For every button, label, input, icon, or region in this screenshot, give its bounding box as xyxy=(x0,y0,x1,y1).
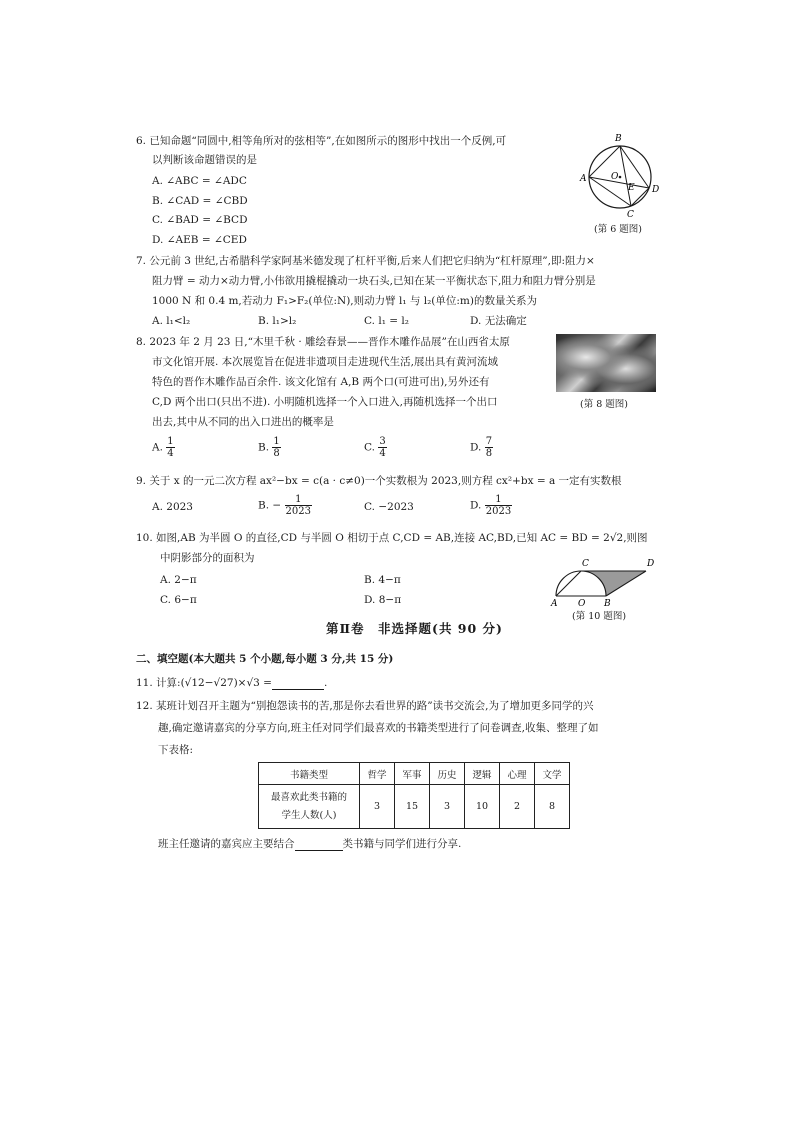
q8-stem-line3: 特色的晋作木雕作品百余件. 该文化馆有 A,B 两个口(可进可出),另外还有 xyxy=(152,376,490,388)
table-category: 文学 xyxy=(535,763,570,785)
q8-figure-caption: (第 8 题图) xyxy=(580,399,628,410)
table-value: 8 xyxy=(535,785,570,829)
q8-stem-line4: C,D 两个出口(只出不进). 小明随机选择一个入口进入,再随机选择一个出口 xyxy=(152,396,498,408)
table-value-row xyxy=(259,785,570,829)
q12-answer-blank xyxy=(295,838,343,851)
q12-answer-line: 班主任邀请的嘉宾应主要结合 类书籍与同学们进行分享. xyxy=(158,838,462,850)
q6-label-d: D xyxy=(652,185,660,195)
q6-label-c: C xyxy=(627,210,634,220)
q8-stem-line2: 市文化馆开展. 本次展览旨在促进非遗项目走进现代生活,展出具有黄河流域 xyxy=(152,356,499,368)
q8-option-d: D. $\frac{7}{8}$ xyxy=(470,436,493,459)
q6-option-b: B. ∠CAD = ∠CBD xyxy=(152,195,248,207)
q9-option-c: C. −2023 xyxy=(364,501,414,513)
table-value: 10 xyxy=(465,785,500,829)
q9-stem: 9. 关于 x 的一元二次方程 ax²−bx = c(a · c≠0)一个实数根为 2023,则方程 cx²+bx = a 一定有实数根 xyxy=(136,475,622,487)
q10-label-o: O xyxy=(578,599,586,608)
q7-option-d: D. 无法确定 xyxy=(470,315,527,327)
q12-stem-line2: 趣,确定邀请嘉宾的分享方向,班主任对同学们最喜欢的书籍类型进行了问卷调查,收集、整理了如 xyxy=(158,722,599,734)
q8-option-a: A. $\frac{1}{4}$ xyxy=(152,436,174,459)
q6-option-c: C. ∠BAD = ∠BCD xyxy=(152,214,248,226)
q8-stem-line5: 出去,其中从不同的出入口进出的概率是 xyxy=(152,416,334,428)
q10-stem-line2: 中阴影部分的面积为 xyxy=(160,552,255,564)
q7-option-b: B. l₁>l₂ xyxy=(258,315,297,327)
q9-option-d: D. $\frac{1}{2023}$ xyxy=(470,494,512,517)
q7-option-c: C. l₁ = l₂ xyxy=(364,315,409,327)
q10-option-b: B. 4−π xyxy=(364,574,401,586)
q6-stem-line2: 以判断该命题错误的是 xyxy=(152,154,257,166)
q6-label-e: E xyxy=(628,183,635,193)
q6-option-a: A. ∠ABC = ∠ADC xyxy=(152,175,247,187)
q12-stem-line3: 下表格: xyxy=(158,744,194,756)
q6-option-d: D. ∠AEB = ∠CED xyxy=(152,234,247,246)
q11-stem: 11. 计算:(√12−√27)×√3 = . xyxy=(136,677,328,689)
q10-stem-line1: 10. 如图,AB 为半圆 O 的直径,CD 与半圆 O 相切于点 C,CD = AB,连接 AC,BD,已知 AC = BD = 2√2,则图 xyxy=(136,532,648,544)
q6-figure-caption: (第 6 题图) xyxy=(594,224,642,235)
q12-stem-line1: 12. 某班计划召开主题为“别抱怨读书的苦,那是你去看世界的路”读书交流会,为了增加更多同学的兴 xyxy=(136,700,594,712)
book-survey-table xyxy=(258,762,570,829)
wood-carving-photo xyxy=(556,334,656,392)
q9-option-a: A. 2023 xyxy=(152,501,193,513)
q10-option-a: A. 2−π xyxy=(160,574,197,586)
table-category: 逻辑 xyxy=(465,763,500,785)
q6-stem-line1: 6. 已知命题“同圆中,相等角所对的弦相等”,在如图所示的图形中找出一个反例,可 xyxy=(136,135,507,147)
section-fill-in-blank: 二、填空题(本大题共 5 个小题,每小题 3 分,共 15 分) xyxy=(136,653,394,665)
table-value: 15 xyxy=(395,785,430,829)
q10-label-d: D xyxy=(647,559,655,569)
q10-figure-caption: (第 10 题图) xyxy=(572,611,627,622)
q7-stem-line3: 1000 N 和 0.4 m,若动力 F₁>F₂(单位:N),则动力臂 l₁ 与 l₂(单位:m)的数量关系为 xyxy=(152,295,537,307)
table-value: 2 xyxy=(500,785,535,829)
table-header-row xyxy=(259,763,570,785)
q7-option-a: A. l₁<l₂ xyxy=(152,315,191,327)
q10-option-d: D. 8−π xyxy=(364,594,402,606)
q10-option-c: C. 6−π xyxy=(160,594,197,606)
q6-label-b: B xyxy=(615,134,622,144)
q10-semicircle-figure xyxy=(544,546,662,608)
table-value: 3 xyxy=(360,785,395,829)
q9-option-b: B. − $\frac{1}{2023}$ xyxy=(258,494,311,517)
table-row-label: 最喜欢此类书籍的 学生人数(人) xyxy=(259,785,360,829)
q6-label-o: O xyxy=(611,172,619,182)
q8-option-c: C. $\frac{3}{4}$ xyxy=(364,436,386,459)
q8-stem-line1: 8. 2023 年 2 月 23 日,“木里千秋 · 雕绘春景——晋作木雕作品展”在山西省太原 xyxy=(136,336,510,348)
table-header-label: 书籍类型 xyxy=(259,763,360,785)
q8-option-b: B. $\frac{1}{8}$ xyxy=(258,436,280,459)
q10-label-a: A xyxy=(551,599,558,608)
table-value: 3 xyxy=(430,785,465,829)
q10-label-c: C xyxy=(582,559,589,569)
part2-title: 第Ⅱ卷 非选择题(共 90 分) xyxy=(326,621,503,636)
q7-stem-line2: 阻力臂 = 动力×动力臂,小伟欲用撬棍撬动一块石头,已知在某一平衡状态下,阻力和阻力臂分别是 xyxy=(152,275,596,287)
table-category: 心理 xyxy=(500,763,535,785)
table-category: 历史 xyxy=(430,763,465,785)
q6-label-a: A xyxy=(580,174,587,184)
q6-circle-figure xyxy=(578,130,662,224)
q10-label-b: B xyxy=(604,599,611,608)
q11-answer-blank xyxy=(272,677,324,690)
table-category: 军事 xyxy=(395,763,430,785)
q7-stem-line1: 7. 公元前 3 世纪,古希腊科学家阿基米德发现了杠杆平衡,后来人们把它归纳为“杠杆原理”,即:阻力× xyxy=(136,255,595,267)
table-category: 哲学 xyxy=(360,763,395,785)
